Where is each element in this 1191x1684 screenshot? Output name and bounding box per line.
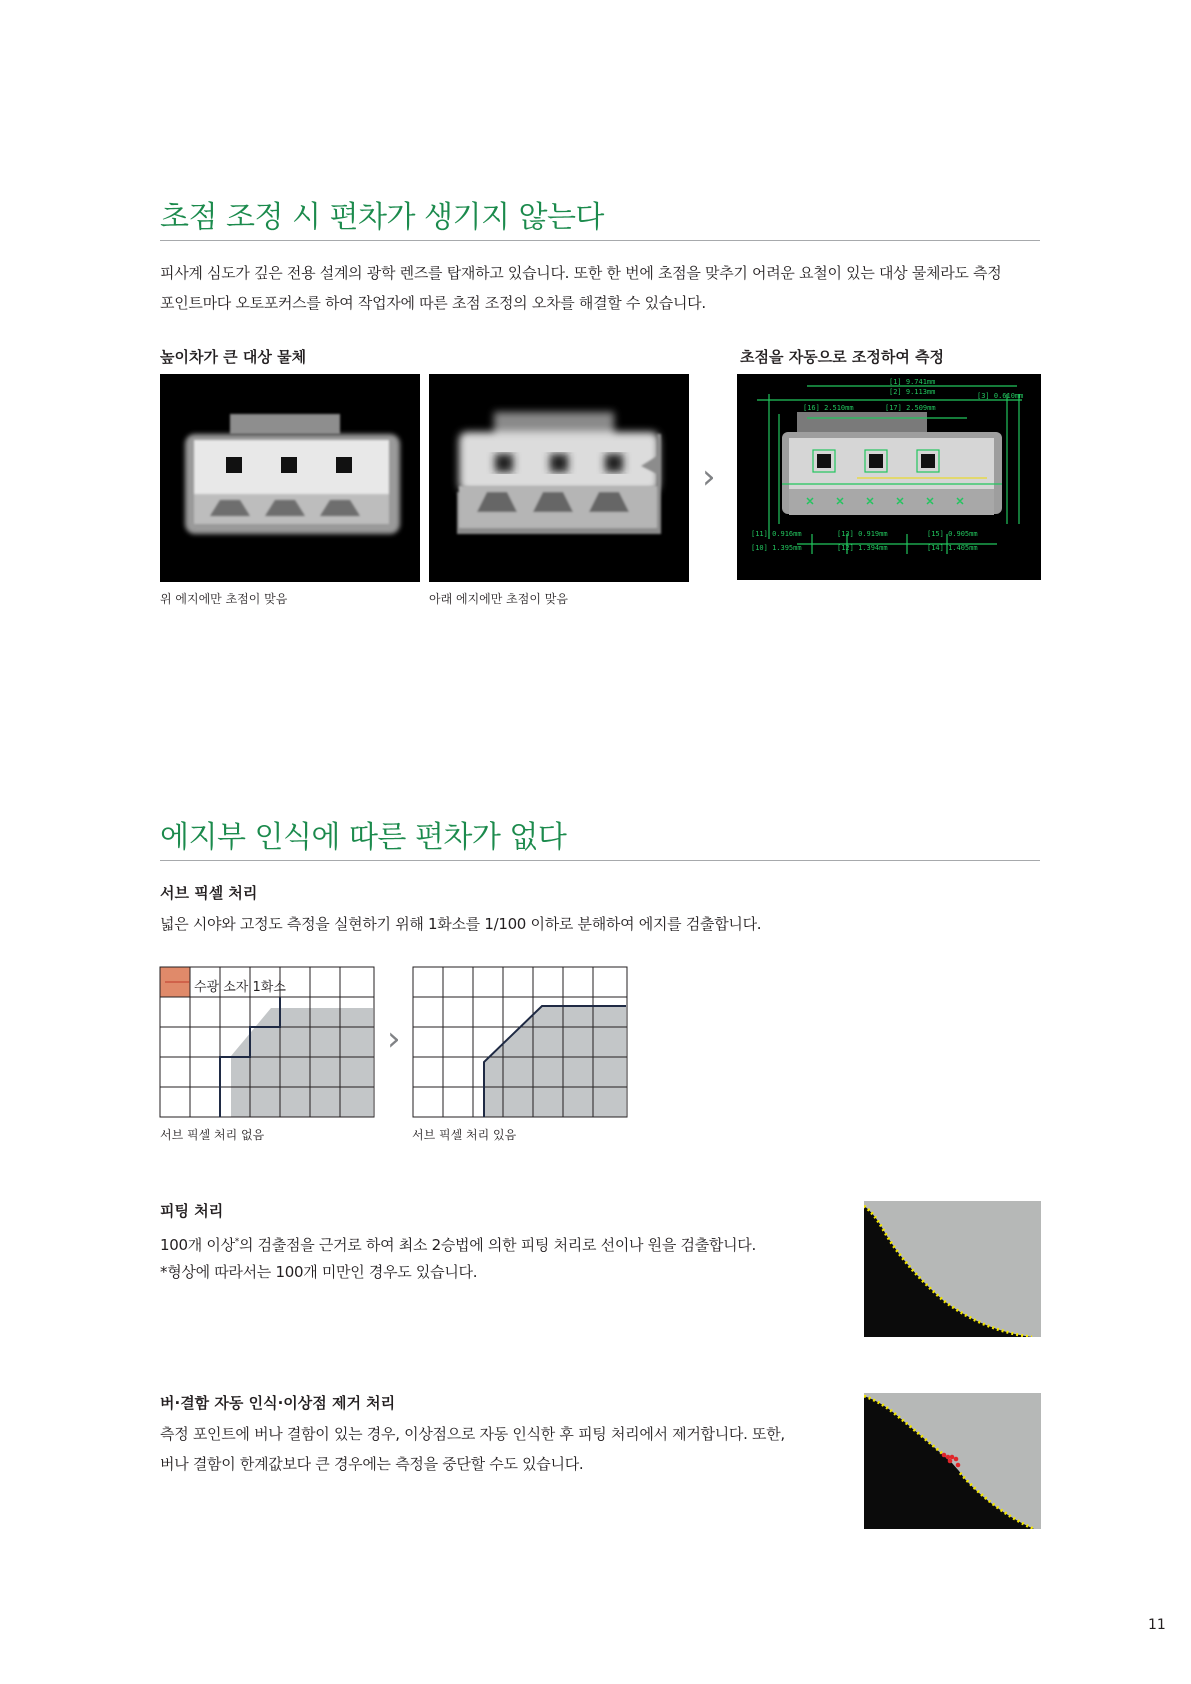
svg-text:[11] 0.916mm: [11] 0.916mm: [751, 530, 802, 538]
fitting-text-line1: [160, 1227, 756, 1260]
caption-bottom-edge: 아래 에지에만 초점이 맞음: [429, 592, 568, 606]
pixel-label: 수광 소자 1화소: [194, 980, 286, 995]
svg-text:[15] 0.905mm: [15] 0.905mm: [927, 530, 978, 538]
photo-burr-removal: [864, 1393, 1041, 1529]
svg-text:[14] 1.405mm: [14] 1.405mm: [927, 544, 978, 552]
fitting-text-rest: 의 검출점을 근거로 하여 최소 2승법에 의한 피팅 처리로 선이나 원을 검출합니다.: [238, 1236, 756, 1254]
section1-title: 초점 조정 시 편차가 생기지 않는다: [160, 200, 604, 235]
autofocus-heading: 초점을 자동으로 조정하여 측정: [740, 348, 945, 366]
svg-text:[13] 0.919mm: [13] 0.919mm: [837, 530, 888, 538]
fitting-footnote-mark: *: [234, 1237, 239, 1247]
photo-top-edge-focus: [160, 374, 420, 582]
burr-heading: 버·결함 자동 인식·이상점 제거 처리: [160, 1394, 396, 1412]
subpixel-text: 넓은 시야와 고정도 측정을 실현하기 위해 1화소를 1/100 이하로 분해하여 에지를 검출합니다.: [160, 915, 762, 933]
caption-without-subpixel: 서브 픽셀 처리 없음: [160, 1128, 265, 1142]
svg-text:[17] 2.509mm: [17] 2.509mm: [885, 404, 936, 412]
section2-title: 에지부 인식에 따른 편차가 없다: [160, 820, 567, 855]
subpixel-heading: 서브 픽셀 처리: [160, 884, 258, 902]
caption-with-subpixel: 서브 픽셀 처리 있음: [412, 1128, 517, 1142]
caption-top-edge: 위 에지에만 초점이 맞음: [160, 592, 288, 606]
svg-text:[3] 0.610mm: [3] 0.610mm: [977, 392, 1024, 400]
burr-text-line2: 버나 결함이 한계값보다 큰 경우에는 측정을 중단할 수도 있습니다.: [160, 1455, 584, 1473]
fitting-heading: 피팅 처리: [160, 1202, 224, 1220]
svg-text:[1] 9.741mm: [1] 9.741mm: [889, 378, 936, 386]
chevron-right-icon: ›: [387, 1019, 401, 1059]
svg-text:[12] 1.394mm: [12] 1.394mm: [837, 544, 888, 552]
section1-paragraph-line2: 포인트마다 오토포커스를 하여 작업자에 따른 초점 조정의 오차를 해결할 수 있습니다.: [160, 294, 706, 312]
grid-with-subpixel: [412, 966, 628, 1118]
height-diff-heading: 높이차가 큰 대상 물체: [160, 348, 307, 366]
svg-text:[16] 2.510mm: [16] 2.510mm: [803, 404, 854, 412]
chevron-right-icon: ›: [702, 457, 716, 497]
page-number: 11: [1148, 1617, 1166, 1633]
section1-paragraph-line1: 피사계 심도가 깊은 전용 설계의 광학 렌즈를 탑재하고 있습니다. 또한 한 번에 초점을 맞추기 어려운 요철이 있는 대상 물체라도 측정: [160, 264, 1002, 282]
fitting-note: *형상에 따라서는 100개 미만인 경우도 있습니다.: [160, 1263, 478, 1281]
photo-autofocus-measurement: [737, 374, 1041, 580]
photo-bottom-edge-focus: [429, 374, 689, 582]
section2-divider: [160, 860, 1040, 861]
photo-fitting-edge: [864, 1201, 1041, 1337]
svg-text:[2] 9.113mm: [2] 9.113mm: [889, 388, 936, 396]
svg-text:[10] 1.395mm: [10] 1.395mm: [751, 544, 802, 552]
section1-divider: [160, 240, 1040, 241]
burr-text-line1: 측정 포인트에 버나 결함이 있는 경우, 이상점으로 자동 인식한 후 피팅 처리에서 제거합니다. 또한,: [160, 1425, 785, 1443]
fitting-text-start: 100개 이상: [160, 1236, 235, 1254]
